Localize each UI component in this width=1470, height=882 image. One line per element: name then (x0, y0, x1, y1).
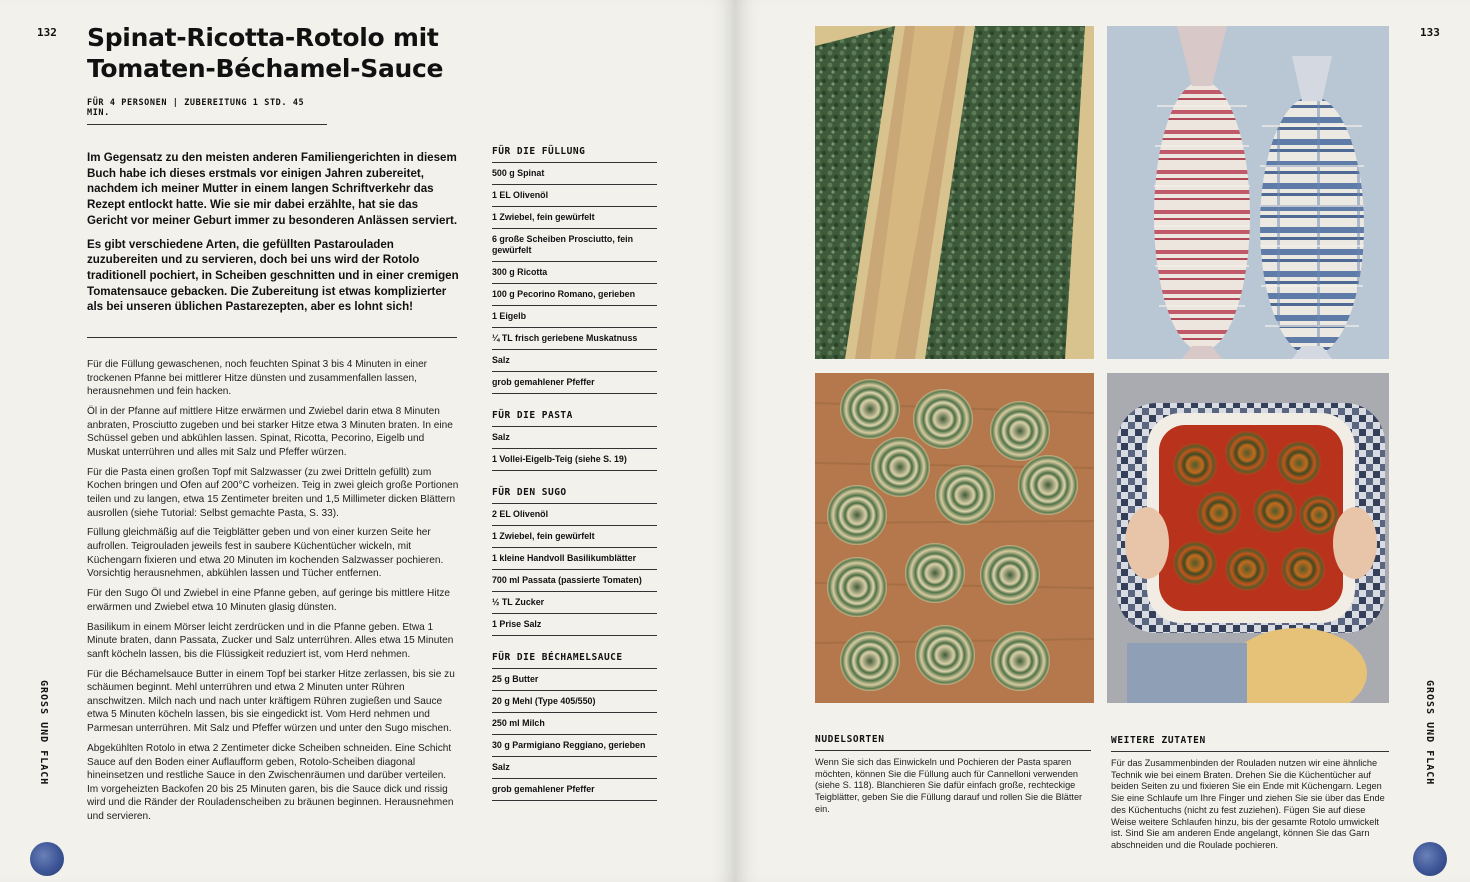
page-number-right: 133 (1420, 26, 1440, 39)
ingredient-item: grob gemahlener Pfeffer (492, 372, 657, 394)
right-page (735, 0, 1470, 882)
photo-spinach-sheets (815, 26, 1094, 359)
photo-baked-dish (1107, 373, 1389, 703)
photo-rotolo-slices (815, 373, 1094, 703)
ingredient-item: 2 EL Olivenöl (492, 504, 657, 526)
ingredient-item: 1 Eigelb (492, 306, 657, 328)
method-step: Für die Füllung gewaschenen, noch feuchten Spinat 3 bis 4 Minuten in einer trockenen Pfanne bei mittlerer Hitze dünsten und zusammenfallen lassen, herausnehmen und fein hacken. (87, 359, 428, 398)
recipe-meta: FÜR 4 PERSONEN | ZUBEREITUNG 1 STD. 45 MIN. (87, 98, 327, 125)
ingredient-item: Salz (492, 350, 657, 372)
intro-paragraph: Es gibt verschiedene Arten, die gefüllten Pastarouladen zuzubereiten und zu servieren, doch bei uns wird der Rotolo traditionell pochiert, in Scheiben geschnitten und in einer cremigen Tomatensauce gebacken. Die Zubereitung ist etwas komplizierter als bei unseren üblichen Pastarezepten, aber es lohnt sich! (87, 237, 459, 314)
ingredient-item: 250 ml Milch (492, 713, 657, 735)
box-text-nudelsorten: Wenn Sie sich das Einwickeln und Pochieren der Pasta sparen möchten, können Sie die Füllung auch für Cannelloni verwenden (siehe S. 118). Blanchieren Sie dafür einfach große, rechteckige Teigblätter, geben Sie die Füllung darauf und rollen Sie die Blätter ein. (815, 757, 1083, 814)
method-step: Füllung gleichmäßig auf die Teigblätter geben und von einer kurzen Seite her aufrollen. Teigrouladen jeweils fest in saubere Küchentücher wickeln, mit Küchengarn fixieren und etwa 20 Minuten im kochenden Salzwasser pochieren. Vorsichtig herausnehmen, abkühlen lassen und Tücher entfernen. (87, 527, 444, 580)
ingredient-item: 1 Zwiebel, fein gewürfelt (492, 526, 657, 548)
method-step: Für die Pasta einen großen Topf mit Salzwasser (zu zwei Dritteln gefüllt) zum Kochen bringen und Ofen auf 200°C vorheizen. Teig in zwei gleich große Portionen teilen und zu langen, etwa 15 Zentimeter breiten und 1,5 Millimeter dicken Blättern ausrollen (siehe Tutorial: Selbst gemachte Pasta, S. 33). (87, 466, 459, 519)
ingredient-item: 6 große Scheiben Prosciutto, fein gewürfelt (492, 229, 657, 262)
page-number-left: 132 (37, 26, 57, 39)
ingredient-item: Salz (492, 757, 657, 779)
ingredient-group (492, 146, 657, 394)
box-text-weitere-zutaten: Für das Zusammenbinden der Rouladen nutzen wir eine ähnliche Technik wie bei einem Braten. Drehen Sie die Küchentücher auf beiden Seiten zu und fixieren Sie ein Ende mit Küchengarn. Legen Sie eine Schlaufe um Ihre Finger und ziehen Sie sie über das Ende des Küchentuchs (nicht zu fest zuziehen). Fügen Sie auf diese Weise weitere Schlaufen hinzu, bis der gesamte Rotolo umwickelt ist. Sind Sie am anderen Ende angelangt, können Sie das Garn abschneiden und die Roulade pochieren. (1111, 758, 1385, 850)
photo-wrapped-rotoli (1107, 26, 1389, 359)
ingredient-item: 700 ml Passata (passierte Tomaten) (492, 570, 657, 592)
ingredient-item: 30 g Parmigiano Reggiano, gerieben (492, 735, 657, 757)
ingredient-item: 25 g Butter (492, 669, 657, 691)
ingredient-item: 100 g Pecorino Romano, gerieben (492, 284, 657, 306)
side-label-right: GROSS UND FLACH (1424, 680, 1435, 786)
ingredient-group (492, 410, 657, 471)
divider (87, 337, 457, 338)
method-step: Basilikum in einem Mörser leicht zerdrücken und in die Pfanne geben. Etwa 1 Minute braten, dann Passata, Zucker und Salz unterrühren. Alles etwa 15 Minuten sanft köcheln lassen, bis die Flüssigkeit reduziert ist, vom Herd nehmen. (87, 621, 454, 660)
ingredient-item: Salz (492, 427, 657, 449)
ingredient-item: 1 Prise Salz (492, 614, 657, 636)
ingredient-group-heading: FÜR DIE PASTA (492, 410, 657, 427)
ingredient-item: ½ TL Zucker (492, 592, 657, 614)
page-marker-dot (30, 842, 64, 876)
method-step: Abgekühlten Rotolo in etwa 2 Zentimeter dicke Scheiben schneiden. Eine Schicht Sauce auf den Boden einer Auflaufform geben, Rotolo-Scheiben diagonal hineinsetzen und restliche Sauce in den Zwischenräumen und darüber verteilen. Im vorgeheizten Backofen 20 bis 25 Minuten garen, bis die Sauce dick und rissig wird und die Ränder der Rouladenscheiben zu bräunen beginnen. Herausnehmen und servieren. (87, 742, 454, 822)
intro-paragraph: Im Gegensatz zu den meisten anderen Familiengerichten in diesem Buch habe ich dieses erstmals vor einigen Jahren zubereitet, nachdem ich meiner Mutter in einem langen Schriftverkehr das Rezept entlockt hatte. Wie sie mir dabei erzählte, hat sie das Gericht vor meiner Geburt immer zu besonderen Anlässen serviert. (87, 151, 458, 227)
box-heading-nudelsorten: NUDELSORTEN (815, 734, 1091, 751)
method-text (87, 358, 459, 830)
ingredient-item: 1 kleine Handvoll Basilikumblätter (492, 548, 657, 570)
ingredient-group-heading: FÜR DEN SUGO (492, 487, 657, 504)
recipe-title: Spinat-Ricotta-Rotolo mit Tomaten-Béchamel-Sauce (87, 23, 444, 83)
page-marker-dot (1413, 842, 1447, 876)
method-step: Öl in der Pfanne auf mittlere Hitze erwärmen und Zwiebel darin etwa 8 Minuten anbraten, Prosciutto zugeben und bei starker Hitze etwa 3 Minuten braten. In eine Schüssel geben und abkühlen lassen. Spinat, Ricotta, Pecorino, Eigelb und Muskat unterrühren und alles mit Salz und Pfeffer würzen. (87, 406, 453, 458)
ingredient-item: 20 g Mehl (Type 405/550) (492, 691, 657, 713)
side-label-left: GROSS UND FLACH (38, 680, 49, 786)
ingredient-item: 1 Vollei-Eigelb-Teig (siehe S. 19) (492, 449, 657, 471)
ingredient-group (492, 487, 657, 636)
ingredient-group (492, 652, 657, 801)
ingredient-item: 500 g Spinat (492, 163, 657, 185)
ingredient-item: 300 g Ricotta (492, 262, 657, 284)
method-step: Für den Sugo Öl und Zwiebel in eine Pfanne geben, auf geringe bis mittlere Hitze erwärmen und Zwiebel etwa 10 Minuten glasig dünsten. (87, 588, 451, 613)
box-heading-weitere-zutaten: WEITERE ZUTATEN (1111, 735, 1389, 752)
ingredient-item: grob gemahlener Pfeffer (492, 779, 657, 801)
ingredient-item: 1 EL Olivenöl (492, 185, 657, 207)
method-step: Für die Béchamelsauce Butter in einem Topf bei starker Hitze zerlassen, bis sie zu schäumen beginnt. Mehl unterrühren und etwa 2 Minuten unter Rühren anschwitzen. Milch nach und nach unter kräftigem Rühren zugießen und Sauce etwa 5 Minuten köcheln lassen, bis sie eingedickt ist. Vom Herd nehmen und Parmesan unterrühren. Mit Salz und Pfeffer würzen und unter den Sugo mischen. (87, 668, 455, 735)
ingredient-item: 1 Zwiebel, fein gewürfelt (492, 207, 657, 229)
ingredient-group-heading: FÜR DIE FÜLLUNG (492, 146, 657, 163)
intro-text (87, 150, 459, 323)
ingredient-item: ¼ TL frisch geriebene Muskatnuss (492, 328, 657, 350)
ingredients-list (492, 146, 657, 817)
ingredient-group-heading: FÜR DIE BÉCHAMELSAUCE (492, 652, 657, 669)
